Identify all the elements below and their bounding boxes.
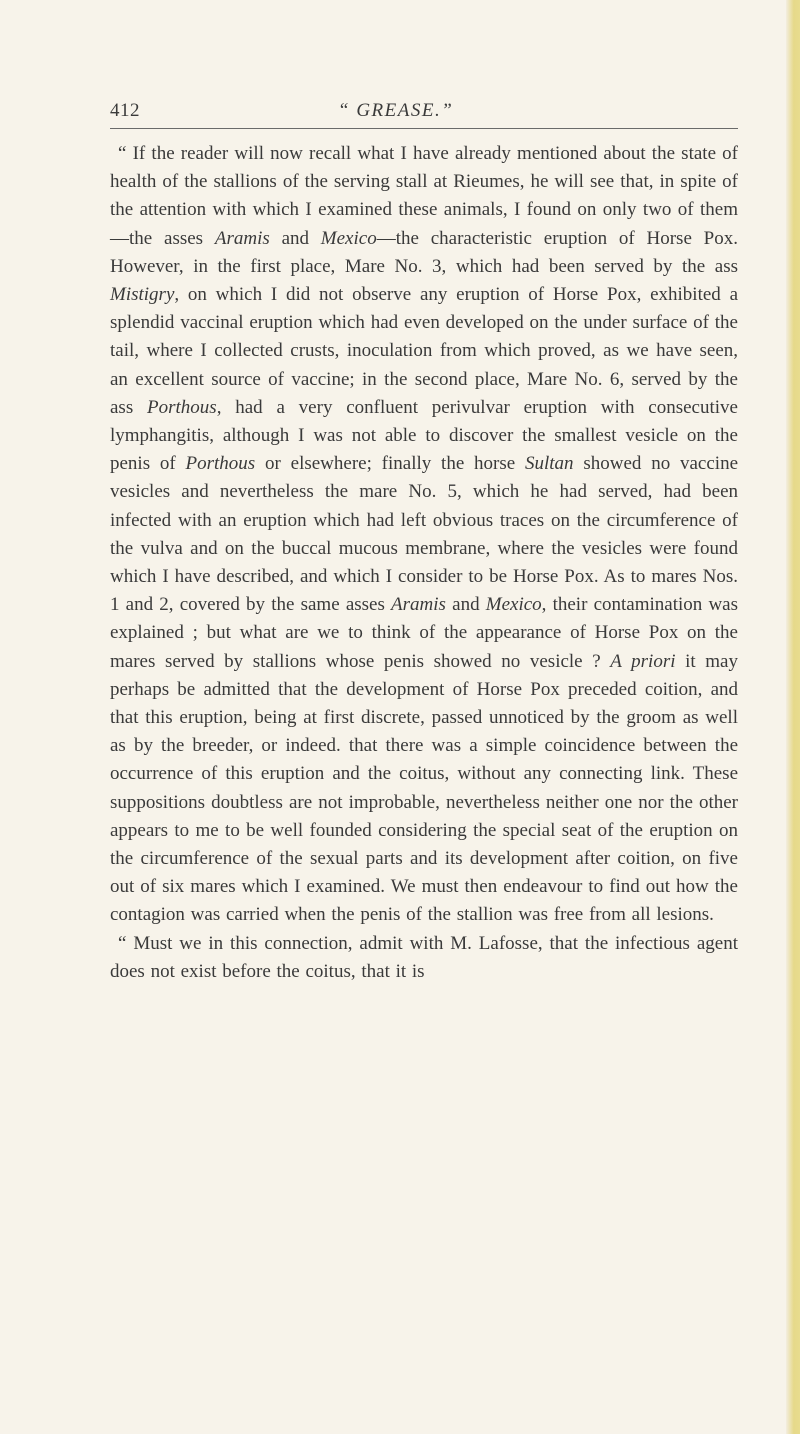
italic-name: Porthous — [185, 453, 256, 475]
text-run: “ If the reader will now recall what I have already mentioned about the state of health of the stallions of the serving stall at Rieumes, he will see that, in spite of the attention with which I examined these animals, I found on only two of them—the asses — [110, 143, 738, 249]
text-run: , on which I did not observe any eruption of Horse Pox, exhibited a splendid vaccinal eruption which had even developed on the under surface of the tail, where I collected crusts, inoculation from which proved, as we have seen, an excellent source of vaccine; in the second place, Mare No. 6, served by the ass — [110, 284, 738, 418]
italic-name: Sultan — [525, 453, 574, 475]
page-edge — [786, 0, 800, 1434]
italic-name: Porthous — [147, 396, 217, 418]
italic-name: A priori — [610, 650, 676, 672]
italic-name: Aramis — [391, 594, 446, 616]
text-run: , had a very confluent perivulvar eruption with consecutive lymphangitis, although I was not able to discover the smallest vesicle on the penis of — [110, 396, 738, 475]
running-head: “ GREASE.” — [338, 100, 454, 121]
italic-name: Mistigry — [110, 284, 175, 306]
paragraph — [110, 930, 738, 986]
text-run: , their contamination was explained ; but what are we to think of the appearance of Horse Pox on the mares served by stallions whose penis showed no vesicle ? — [110, 594, 739, 672]
page-number: 412 — [110, 100, 140, 121]
italic-name: Aramis — [214, 227, 270, 249]
paragraph — [110, 140, 738, 930]
italic-name: Mexico — [485, 594, 542, 616]
text-run: “ Must we in this connection, admit with M. Lafosse, that the infectious agent does not exist before the coitus, that it is — [110, 932, 738, 982]
page-header — [110, 100, 738, 124]
text-run: it may perhaps be admitted that the development of Horse Pox preceded coition, and that this eruption, being at first discrete, passed unnoticed by the groom as well as by the breeder, or indeed. that there was a simple coincidence between the occurrence of this eruption and the coitus, without any connecting link. These suppositions doubtless are not improbable, nevertheless neither one nor the other appears to me to be well founded considering the special seat of the eruption on the circumference of the sexual parts and its development after coition, on five out of six mares which I examined. We must then endeavour to find out how the contagion was carried when the penis of the stallion was free from all lesions. — [110, 650, 738, 926]
header-rule — [110, 128, 738, 129]
text-run: and — [269, 227, 321, 249]
text-run: —the characteristic eruption of Horse Pox. However, in the first place, Mare No. 3, which had been served by the ass — [110, 227, 738, 277]
text-run: showed no vaccine vesicles and nevertheless the mare No. 5, which he had served, had been infected with an eruption which had left obvious traces on the circumference of the vulva and on the buccal mucous membrane, where the vesicles were found which I have described, and which I consider to be Horse Pox. As to mares Nos. 1 and 2, covered by the same asses — [110, 453, 738, 616]
body-text — [110, 140, 738, 986]
italic-name: Mexico — [320, 227, 377, 249]
text-run: or elsewhere; finally the horse — [255, 453, 525, 475]
text-run: and — [445, 594, 486, 616]
